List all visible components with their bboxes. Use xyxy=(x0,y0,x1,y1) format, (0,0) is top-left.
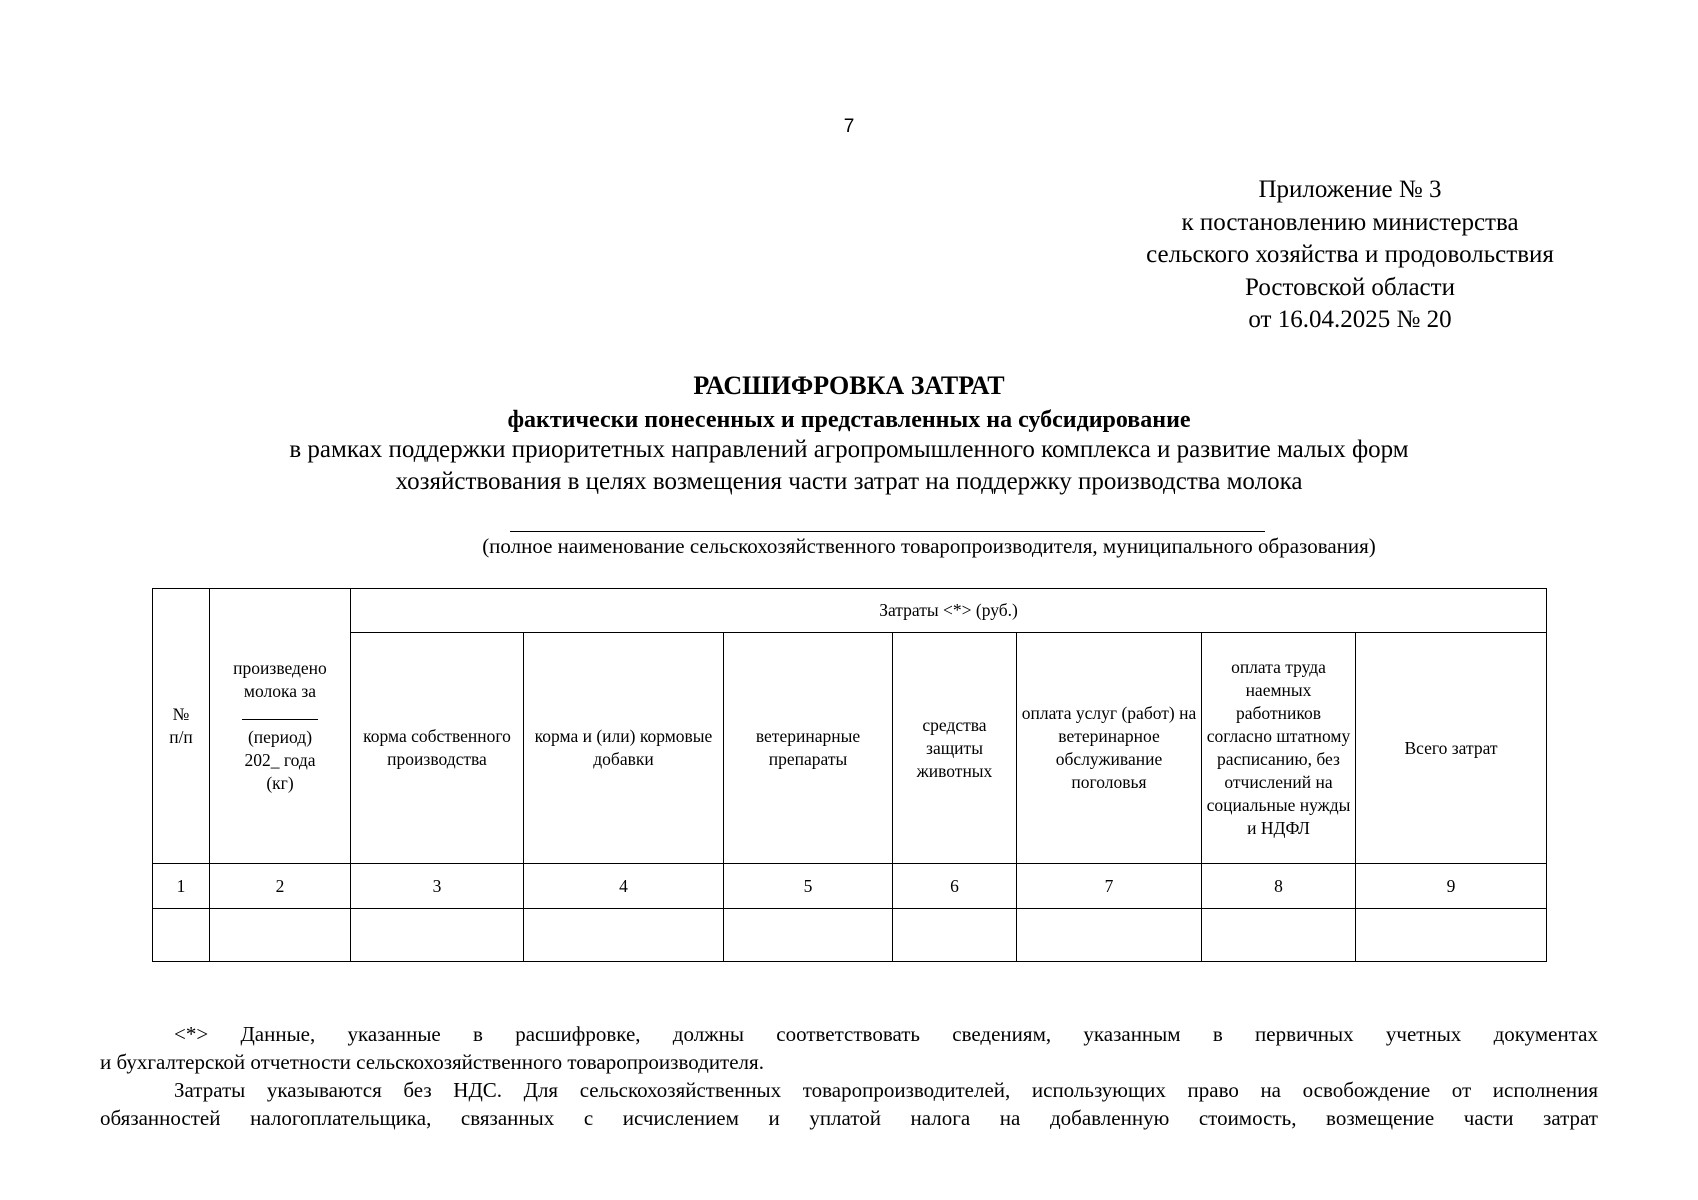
column-number-cell: 7 xyxy=(1017,864,1202,909)
column-number-cell: 4 xyxy=(524,864,724,909)
appendix-line: сельского хозяйства и продовольствия xyxy=(1146,241,1554,268)
column-number-cell: 6 xyxy=(893,864,1017,909)
header-milk-produced xyxy=(210,589,351,864)
appendix-line: Приложение № 3 xyxy=(1258,176,1442,203)
period-blank-line xyxy=(242,719,318,720)
data-cell xyxy=(1017,909,1202,962)
data-cell xyxy=(351,909,524,962)
column-number-cell: 2 xyxy=(210,864,351,909)
column-number-cell: 1 xyxy=(153,864,210,909)
document-purpose xyxy=(0,434,1698,498)
fill-in-caption: (полное наименование сельскохозяйственного товаропроизводителя, муниципального образования) xyxy=(482,534,1376,558)
document-title: РАСШИФРОВКА ЗАТРАТ xyxy=(693,371,1005,400)
footnote-line: обязанностей налогоплательщика, связанных с исчислением и уплатой налога на добавленную стоимость, возмещение части затрат xyxy=(100,1106,1598,1130)
header-costs-group: Затраты <*> (руб.) xyxy=(351,589,1547,633)
header-milk-line: 202_ года xyxy=(244,750,316,770)
appendix-line: к постановлению министерства xyxy=(1181,208,1519,236)
header-veterinary-services: оплата услуг (работ) на ветеринарное обслуживание поголовья xyxy=(1017,633,1202,864)
appendix-block xyxy=(1090,174,1610,337)
document-subtitle: фактически понесенных и представленных на субсидирование xyxy=(507,407,1191,433)
header-animal-protection: средства защиты животных xyxy=(893,633,1017,864)
appendix-line: от 16.04.2025 № 20 xyxy=(1248,306,1452,333)
header-milk-line: (кг) xyxy=(266,773,294,793)
data-cell xyxy=(893,909,1017,962)
data-cell xyxy=(1356,909,1547,962)
header-number xyxy=(153,589,210,864)
footnote-line: <*> Данные, указанные в расшифровке, должны соответствовать сведениям, указанным в первичных учетных документах xyxy=(174,1022,1598,1046)
data-cell xyxy=(210,909,351,962)
column-number-cell: 9 xyxy=(1356,864,1547,909)
header-milk-line: (период) xyxy=(247,727,313,747)
data-cell xyxy=(1202,909,1356,962)
header-milk-line: произведено xyxy=(233,658,327,678)
header-feed-additives: корма и (или) кормовые добавки xyxy=(524,633,724,864)
header-number-line: № xyxy=(172,704,190,724)
column-number-cell: 8 xyxy=(1202,864,1356,909)
data-cell xyxy=(524,909,724,962)
cost-breakdown-table xyxy=(152,588,1547,962)
header-number-line: п/п xyxy=(169,727,193,747)
header-total-costs: Всего затрат xyxy=(1356,633,1547,864)
footnote-line: и бухгалтерской отчетности сельскохозяйственного товаропроизводителя. xyxy=(100,1050,764,1074)
header-veterinary-drugs: ветеринарные препараты xyxy=(724,633,893,864)
purpose-line: в рамках поддержки приоритетных направлений агропромышленного комплекса и развитие малых форм xyxy=(289,436,1409,463)
column-number-cell: 3 xyxy=(351,864,524,909)
data-cell xyxy=(724,909,893,962)
footnote-line: Затраты указываются без НДС. Для сельскохозяйственных товаропроизводителей, использующих право на освобождение от исполнения xyxy=(174,1078,1598,1102)
page-number: 7 xyxy=(843,116,855,137)
header-milk-line: молока за xyxy=(243,681,317,701)
purpose-line: хозяйствования в целях возмещения части затрат на поддержку производства молока xyxy=(395,468,1303,495)
header-labor-costs: оплата труда наемных работников согласно штатному расписанию, без отчислений на социальные нужды и НДФЛ xyxy=(1202,633,1356,864)
footnote xyxy=(100,1020,1598,1132)
data-cell xyxy=(153,909,210,962)
appendix-line: Ростовской области xyxy=(1245,273,1455,301)
column-number-cell: 5 xyxy=(724,864,893,909)
header-own-feed: корма собственного производства xyxy=(351,633,524,864)
